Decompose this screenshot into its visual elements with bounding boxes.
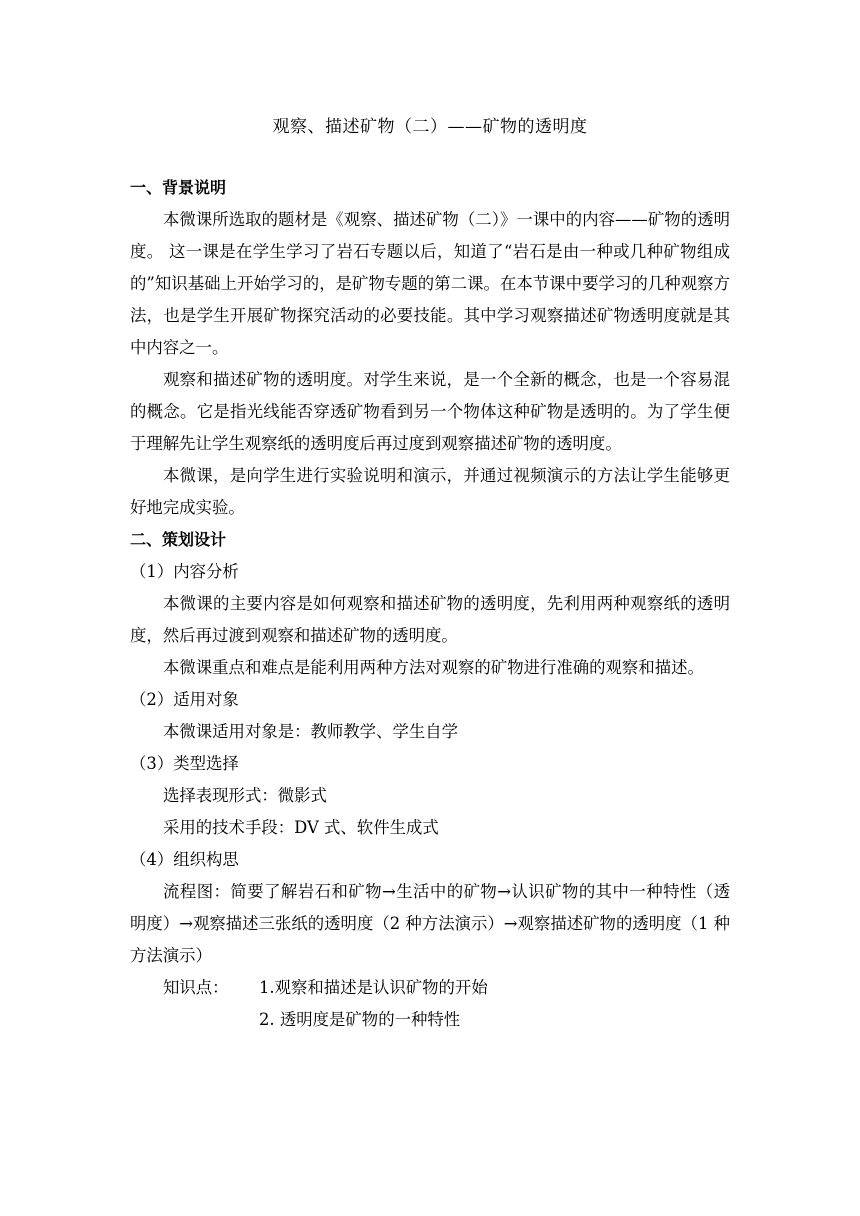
document-body bbox=[130, 172, 730, 1036]
paragraph: 观察和描述矿物的透明度。对学生来说，是一个全新的概念，也是一个容易混的概念。它是指光线能否穿透矿物看到另一个物体这种矿物是透明的。为了学生便于理解先让学生观察纸的透明度后再过度到观察描述矿物的透明度。 bbox=[130, 370, 730, 453]
paragraph: 选择表现形式：微影式 bbox=[163, 786, 327, 805]
paragraph: 本微课所选取的题材是《观察、描述矿物（二）》一课中的内容——矿物的透明度。 这一课是在学生学习了岩石专题以后，知道了“岩石是由一种或几种矿物组成的”知识基础上开始学习的，是矿物专题的第二课。在本节课中要学习的几种观察方法，也是学生开展矿物探究活动的必要技能。其中学习观察描述矿物透明度就是其中内容之一。 bbox=[130, 210, 730, 357]
knowledge-label: 知识点： bbox=[163, 978, 229, 997]
subheading-content-analysis: （1）内容分析 bbox=[130, 562, 239, 581]
paragraph: 采用的技术手段：DV 式、软件生成式 bbox=[163, 818, 439, 837]
document-title: 观察、描述矿物（二）——矿物的透明度 bbox=[272, 117, 588, 137]
paragraph: 本微课的主要内容是如何观察和描述矿物的透明度，先利用两种观察纸的透明度，然后再过渡到观察和描述矿物的透明度。 bbox=[130, 594, 730, 645]
section-heading-background: 一、背景说明 bbox=[130, 178, 227, 197]
subheading-target-audience: （2）适用对象 bbox=[130, 690, 239, 709]
subheading-organization: （4）组织构思 bbox=[130, 850, 239, 869]
subheading-type-selection: （3）类型选择 bbox=[130, 754, 239, 773]
section-heading-design: 二、策划设计 bbox=[130, 530, 227, 549]
flow-chart-text: 流程图：简要了解岩石和矿物→生活中的矿物→认识矿物的其中一种特性（透明度）→观察描述三张纸的透明度（2 种方法演示）→观察描述矿物的透明度（1 种方法演示） bbox=[130, 882, 730, 965]
paragraph: 本微课，是向学生进行实验说明和演示，并通过视频演示的方法让学生能够更好地完成实验。 bbox=[130, 466, 730, 517]
paragraph: 本微课适用对象是：教师教学、学生自学 bbox=[163, 722, 459, 741]
paragraph: 本微课重点和难点是能利用两种方法对观察的矿物进行准确的观察和描述。 bbox=[163, 658, 704, 677]
knowledge-points bbox=[130, 972, 730, 1004]
knowledge-item: 1.观察和描述是认识矿物的开始 bbox=[259, 978, 488, 997]
knowledge-item: 2. 透明度是矿物的一种特性 bbox=[259, 1010, 461, 1029]
